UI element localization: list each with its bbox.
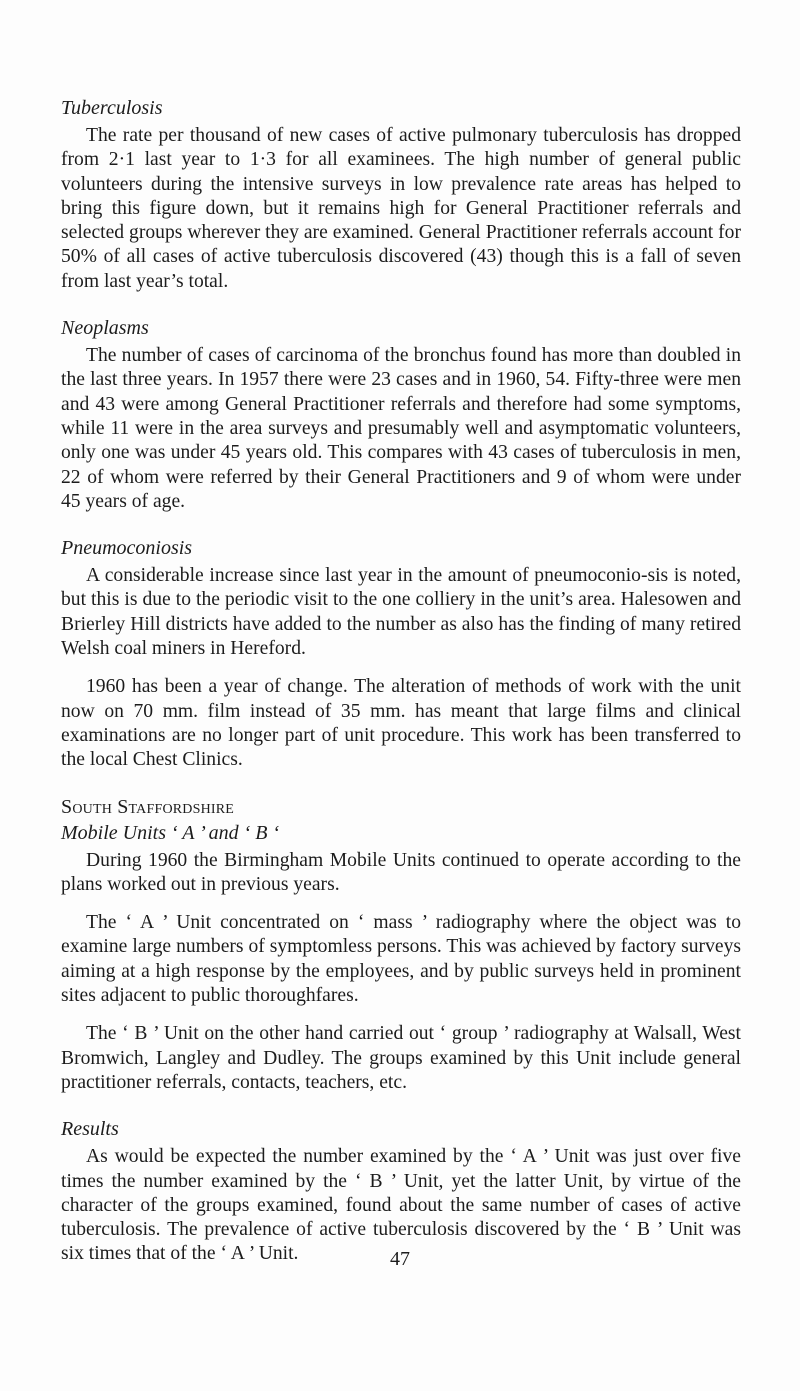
section-heading-tuberculosis: Tuberculosis [61, 97, 163, 119]
paragraph: As would be expected the number examined by the ‘ A ’ Unit was just over five times the number examined by the ‘ B ’ Unit, yet the latter Unit, by virtue of the character of the groups examined, found about the same number of cases of active tuberculosis. The prevalence of active tuberculosis discovered by the ‘ B ’ Unit was six times that of the ‘ A ’ Unit. [61, 1146, 741, 1265]
paragraph: The rate per thousand of new cases of active pulmonary tuberculosis has dropped from 2·1 last year to 1·3 for all examinees. The high number of general public volunteers during the intensive surveys in low prevalence rate areas has helped to bring this figure down, but it remains high for General Practitioner referrals and selected groups wherever they are examined. General Practitioner referrals account for 50% of all cases of active tuberculosis discovered (43) though this is a fall of seven from last year’s total. [61, 125, 741, 292]
page-content [61, 96, 741, 1267]
page-number: 47 [390, 1248, 410, 1270]
paragraph: During 1960 the Birmingham Mobile Units continued to operate according to the plans worked out in previous years. [61, 849, 741, 895]
section-heading-results: Results [61, 1118, 119, 1141]
paragraph: A considerable increase since last year in the amount of pneumoconio-sis is noted, but this is due to the periodic visit to the one colliery in the unit’s area. Halesowen and Brierley Hill districts have added to the number as also has the finding of many retired Welsh coal miners in Hereford. [61, 565, 741, 660]
section-heading-pneumoconiosis: Pneumoconiosis [61, 537, 193, 560]
paragraph: The ‘ B ’ Unit on the other hand carried out ‘ group ’ radiography at Walsall, West Bromwich, Langley and Dudley. The groups examined by this Unit include general practitioner referrals, contacts, teachers, etc. [61, 1023, 741, 1093]
section-heading-neoplasms: Neoplasms [61, 317, 149, 340]
paragraph: The ‘ A ’ Unit concentrated on ‘ mass ’ radiography where the object was to examine large numbers of symptomless persons. This was achieved by factory surveys aiming at a high response by the employees, and by public surveys held in prominent sites adjacent to public thoroughfares. [61, 912, 741, 1007]
region-heading: South Staffordshire [61, 795, 235, 818]
paragraph: 1960 has been a year of change. The alteration of methods of work with the unit now on 70 mm. film instead of 35 mm. has meant that large films and clinical examinations are no longer part of unit procedure. This work has been transferred to the local Chest Clinics. [61, 676, 741, 771]
section-heading-mobile-units: Mobile Units ‘ A ’ and ‘ B ‘ [61, 821, 280, 844]
paragraph: The number of cases of carcinoma of the bronchus found has more than doubled in the last three years. In 1957 there were 23 cases and in 1960, 54. Fifty-three were men and 43 were among General Practitioner referrals and therefore had some symptoms, while 11 were in the area surveys and presumably well and asymptomatic volunteers, only one was under 45 years old. This compares with 43 cases of tuberculosis in men, 22 of whom were referred by their General Practitioners and 9 of whom were under 45 years of age. [61, 345, 741, 512]
